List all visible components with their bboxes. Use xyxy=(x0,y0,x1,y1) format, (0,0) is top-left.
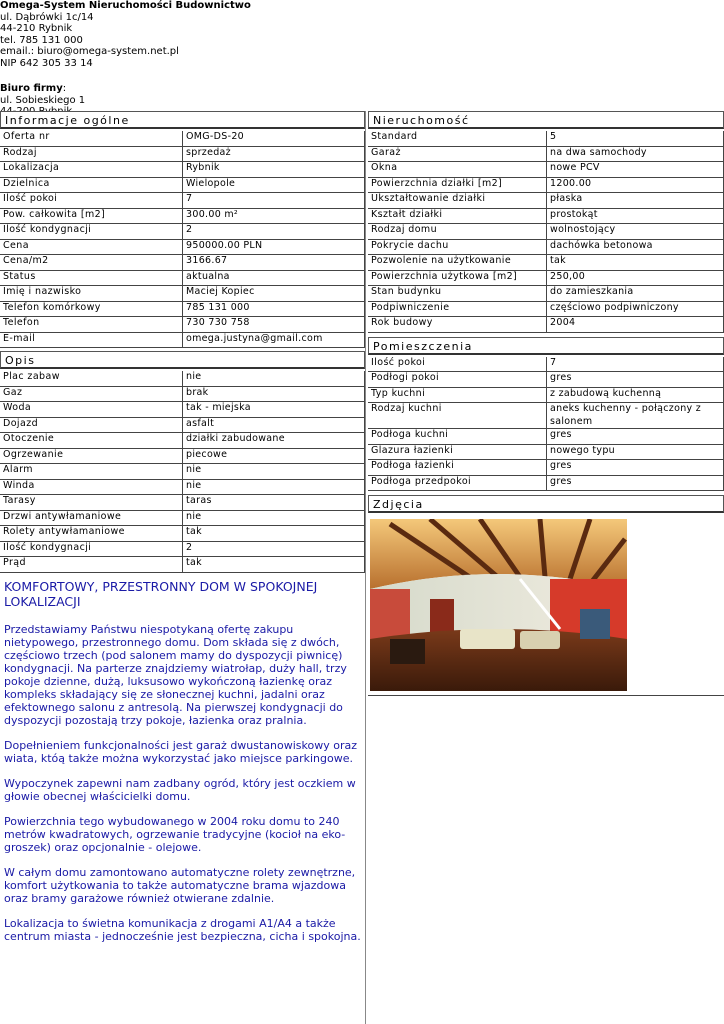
company-email: email.: biuro@omega-system.net.pl xyxy=(0,46,179,57)
rooms-value: gres xyxy=(547,460,724,476)
general-info-label: Oferta nr xyxy=(0,131,183,146)
opis-value: brak xyxy=(183,386,365,402)
opis-row xyxy=(0,510,365,526)
rooms-value: nowego typu xyxy=(547,444,724,460)
rooms-row xyxy=(368,475,724,491)
general-info-row xyxy=(0,162,365,178)
photo-gallery xyxy=(368,515,724,696)
company-street: ul. Dąbrówki 1c/14 xyxy=(0,11,94,23)
property-table xyxy=(368,131,724,333)
property-label: Podpiwniczenie xyxy=(368,301,547,317)
general-info-value: 300.00 m² xyxy=(183,208,365,224)
general-info-value: Rybnik xyxy=(183,162,365,178)
photos-heading: Zdjęcia xyxy=(368,495,724,513)
property-value: częściowo podpiwniczony xyxy=(547,301,724,317)
opis-label: Gaz xyxy=(0,386,183,402)
rooms-value: z zabudową kuchenną xyxy=(547,387,724,403)
company-name: Omega-System Nieruchomości Budownictwo xyxy=(0,0,251,11)
general-info-value: 7 xyxy=(183,193,365,209)
property-photo[interactable] xyxy=(370,519,627,691)
description-paragraph: Dopełnieniem funkcjonalności jest garaż dwustanowiskowy oraz wiata, któą także można wykorzystać jako miejsce parkingowe. xyxy=(4,738,358,765)
rooms-label: Podłoga kuchni xyxy=(368,429,547,445)
opis-row xyxy=(0,402,365,418)
general-info-value: OMG-DS-20 xyxy=(183,131,365,146)
opis-row xyxy=(0,464,365,480)
property-row xyxy=(368,270,724,286)
property-row xyxy=(368,224,724,240)
rooms-label: Rodzaj kuchni xyxy=(368,403,547,429)
property-heading: Nieruchomość xyxy=(368,111,724,129)
rooms-value: gres xyxy=(547,372,724,388)
property-row xyxy=(368,286,724,302)
general-info-row xyxy=(0,270,365,286)
opis-value: nie xyxy=(183,371,365,386)
property-row xyxy=(368,208,724,224)
property-value: prostokąt xyxy=(547,208,724,224)
property-value: tak xyxy=(547,255,724,271)
general-info-row xyxy=(0,224,365,240)
rooms-table xyxy=(368,357,724,492)
general-info-label: Cena xyxy=(0,239,183,255)
opis-label: Dojazd xyxy=(0,417,183,433)
company-nip: NIP 642 305 33 14 xyxy=(0,57,93,69)
property-value: do zamieszkania xyxy=(547,286,724,302)
property-value: 1200.00 xyxy=(547,177,724,193)
description-paragraph: Przedstawiamy Państwu niespotykaną ofertę zakupu nietypowego, przestronnego domu. Dom składa się z dwóch, częściowo trzech (pod salonem mamy do dyspozycji piwnicę) kondygnacji. Na parterze znajdziemy wiatrołap, duży hall, trzy pokoje dzienne, dużą, luksusowo wykończoną łazienkę oraz kompleks składający się ze słonecznej kuchni, jadalni oraz efektownego salonu z antresolą. Na pierwszej kondygnacji do dyspozycji pozostają trzy pokoje, łazienka oraz pralnia. xyxy=(4,622,347,727)
general-info-row xyxy=(0,193,365,209)
opis-value: 2 xyxy=(183,541,365,557)
general-info-label: Status xyxy=(0,270,183,286)
property-row xyxy=(368,193,724,209)
property-label: Pozwolenie na użytkowanie xyxy=(368,255,547,271)
opis-label: Prąd xyxy=(0,557,183,573)
general-info-row xyxy=(0,317,365,333)
opis-row xyxy=(0,417,365,433)
general-info-row xyxy=(0,332,365,348)
rooms-label: Podłoga łazienki xyxy=(368,460,547,476)
property-label: Pokrycie dachu xyxy=(368,239,547,255)
opis-value: tak xyxy=(183,526,365,542)
property-value: 2004 xyxy=(547,317,724,333)
rooms-value: gres xyxy=(547,429,724,445)
rooms-value: gres xyxy=(547,475,724,491)
general-info-heading: Informacje ogólne xyxy=(0,111,365,129)
opis-label: Tarasy xyxy=(0,495,183,511)
opis-label: Ilość kondygnacji xyxy=(0,541,183,557)
company-phone: tel. 785 131 000 xyxy=(0,34,83,46)
general-info-value: omega.justyna@gmail.com xyxy=(183,332,365,348)
property-row xyxy=(368,317,724,333)
general-info-label: Cena/m2 xyxy=(0,255,183,271)
property-label: Standard xyxy=(368,131,547,146)
opis-row xyxy=(0,557,365,573)
opis-label: Otoczenie xyxy=(0,433,183,449)
description-paragraph: Wypoczynek zapewni nam zadbany ogród, który jest oczkiem w głowie obecnej właścicielki domu. xyxy=(4,776,356,803)
general-info-label: Pow. całkowita [m2] xyxy=(0,208,183,224)
property-label: Stan budynku xyxy=(368,286,547,302)
opis-label: Drzwi antywłamaniowe xyxy=(0,510,183,526)
opis-row xyxy=(0,526,365,542)
property-value: na dwa samochody xyxy=(547,146,724,162)
opis-row xyxy=(0,371,365,386)
general-info-row xyxy=(0,146,365,162)
property-label: Rodzaj domu xyxy=(368,224,547,240)
general-info-label: Dzielnica xyxy=(0,177,183,193)
rooms-row xyxy=(368,387,724,403)
property-value: dachówka betonowa xyxy=(547,239,724,255)
office-label: Biuro firmy xyxy=(0,83,63,94)
general-info-value: aktualna xyxy=(183,270,365,286)
opis-label: Plac zabaw xyxy=(0,371,183,386)
description-paragraph: Lokalizacja to świetna komunikacja z drogami A1/A4 a także centrum miasta - jednocześnie jest bezpieczna, cicha i spokojna. xyxy=(4,916,361,943)
general-info-row xyxy=(0,208,365,224)
rooms-label: Podłogi pokoi xyxy=(368,372,547,388)
property-row xyxy=(368,239,724,255)
general-info-row xyxy=(0,177,365,193)
rooms-value: aneks kuchenny - połączony z salonem xyxy=(547,403,724,429)
property-label: Powierzchnia użytkowa [m2] xyxy=(368,270,547,286)
property-row xyxy=(368,162,724,178)
property-value: 5 xyxy=(547,131,724,146)
general-info-value: sprzedaż xyxy=(183,146,365,162)
office-heading xyxy=(0,83,360,95)
property-value: płaska xyxy=(547,193,724,209)
rooms-label: Ilość pokoi xyxy=(368,357,547,372)
general-info-value: 785 131 000 xyxy=(183,301,365,317)
opis-label: Woda xyxy=(0,402,183,418)
opis-label: Alarm xyxy=(0,464,183,480)
opis-heading: Opis xyxy=(0,351,365,369)
office-street: ul. Sobieskiego 1 xyxy=(0,94,86,106)
opis-label: Rolety antywłamaniowe xyxy=(0,526,183,542)
opis-value: działki zabudowane xyxy=(183,433,365,449)
left-column xyxy=(0,111,366,1024)
company-city: 44-210 Rybnik xyxy=(0,23,73,34)
property-value: 250,00 xyxy=(547,270,724,286)
general-info-value: 950000.00 PLN xyxy=(183,239,365,255)
rooms-row xyxy=(368,357,724,372)
opis-label: Winda xyxy=(0,479,183,495)
opis-table xyxy=(0,371,365,573)
property-row xyxy=(368,301,724,317)
right-column xyxy=(368,111,724,696)
description-paragraph: Powierzchnia tego wybudowanego w 2004 roku domu to 240 metrów kwadratowych, ogrzewanie tradycyjne (kocioł na eko-groszek) oraz opcjonalnie - olejowe. xyxy=(4,814,346,854)
general-info-label: Imię i nazwisko xyxy=(0,286,183,302)
general-info-row xyxy=(0,286,365,302)
property-value: nowe PCV xyxy=(547,162,724,178)
property-label: Okna xyxy=(368,162,547,178)
general-info-value: 2 xyxy=(183,224,365,240)
rooms-row xyxy=(368,444,724,460)
opis-value: tak xyxy=(183,557,365,573)
opis-row xyxy=(0,433,365,449)
rooms-value: 7 xyxy=(547,357,724,372)
general-info-label: Ilość kondygnacji xyxy=(0,224,183,240)
general-info-row xyxy=(0,255,365,271)
description-paragraph: W całym domu zamontowano automatyczne rolety zewnętrzne, komfort użytkowania to także automatyczne brama wjazdowa oraz bramy garażowe również otwierane zdalnie. xyxy=(4,865,356,905)
opis-value: nie xyxy=(183,479,365,495)
property-label: Garaż xyxy=(368,146,547,162)
property-row xyxy=(368,131,724,146)
property-label: Ukształtowanie działki xyxy=(368,193,547,209)
general-info-value: 3166.67 xyxy=(183,255,365,271)
rooms-label: Glazura łazienki xyxy=(368,444,547,460)
opis-value: nie xyxy=(183,464,365,480)
general-info-row xyxy=(0,301,365,317)
general-info-label: Rodzaj xyxy=(0,146,183,162)
opis-label: Ogrzewanie xyxy=(0,448,183,464)
description-headline: KOMFORTOWY, PRZESTRONNY DOM W SPOKOJNEJ LOKALIZACJI xyxy=(4,578,318,609)
company-header xyxy=(0,0,360,118)
opis-value: taras xyxy=(183,495,365,511)
rooms-label: Typ kuchni xyxy=(368,387,547,403)
rooms-row xyxy=(368,403,724,429)
general-info-label: Telefon xyxy=(0,317,183,333)
property-row xyxy=(368,177,724,193)
property-row xyxy=(368,146,724,162)
property-row xyxy=(368,255,724,271)
property-label: Powierzchnia działki [m2] xyxy=(368,177,547,193)
rooms-row xyxy=(368,460,724,476)
rooms-label: Podłoga przedpokoi xyxy=(368,475,547,491)
rooms-row xyxy=(368,372,724,388)
property-label: Kształt działki xyxy=(368,208,547,224)
general-info-table xyxy=(0,131,365,348)
property-value: wolnostojący xyxy=(547,224,724,240)
general-info-label: Ilość pokoi xyxy=(0,193,183,209)
general-info-label: Lokalizacja xyxy=(0,162,183,178)
general-info-value: Wielopole xyxy=(183,177,365,193)
opis-value: piecowe xyxy=(183,448,365,464)
rooms-row xyxy=(368,429,724,445)
opis-value: tak - miejska xyxy=(183,402,365,418)
opis-value: asfalt xyxy=(183,417,365,433)
opis-row xyxy=(0,386,365,402)
general-info-value: 730 730 758 xyxy=(183,317,365,333)
opis-row xyxy=(0,479,365,495)
general-info-row xyxy=(0,239,365,255)
general-info-row xyxy=(0,131,365,146)
office-colon: : xyxy=(62,83,67,94)
opis-value: nie xyxy=(183,510,365,526)
property-label: Rok budowy xyxy=(368,317,547,333)
description xyxy=(0,579,365,943)
general-info-value: Maciej Kopiec xyxy=(183,286,365,302)
rooms-heading: Pomieszczenia xyxy=(368,337,724,355)
opis-row xyxy=(0,541,365,557)
opis-row xyxy=(0,448,365,464)
opis-row xyxy=(0,495,365,511)
general-info-label: Telefon komórkowy xyxy=(0,301,183,317)
general-info-label: E-mail xyxy=(0,332,183,348)
